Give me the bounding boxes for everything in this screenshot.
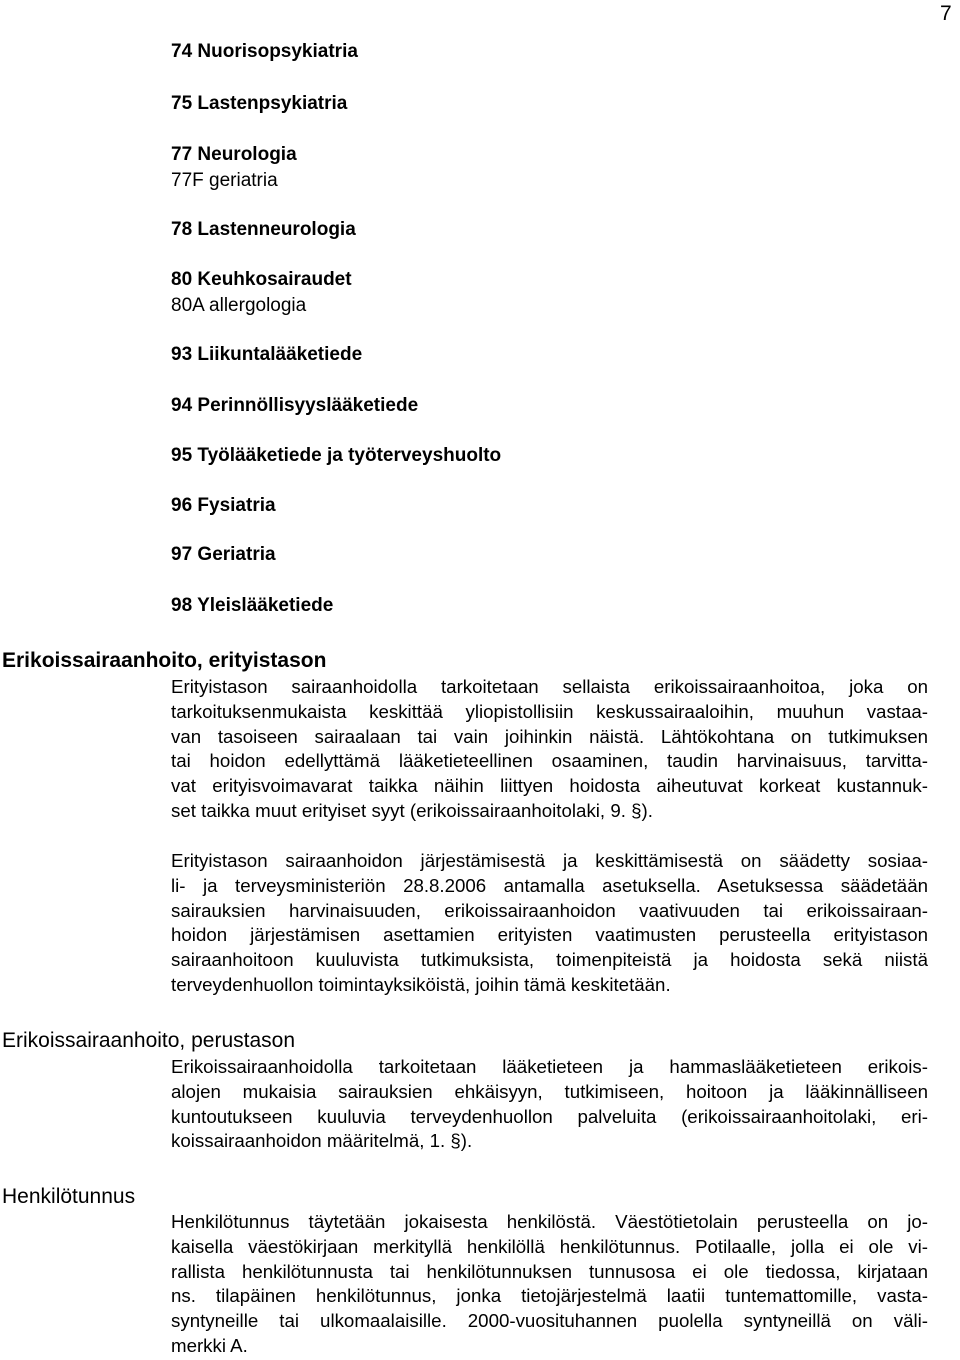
paragraph-line: set taikka muut erityiset syyt (erikoissairaanhoitolaki, 9. §). <box>171 799 653 821</box>
paragraph-line: merkki A. <box>171 1334 248 1356</box>
paragraph-line: kaisella väestökirjaan merkityllä henkilöllä henkilötunnus. Potilaalle, jolla ei ole vi- <box>171 1235 928 1257</box>
specialty-93: 93 Liikuntalääketiede <box>171 344 363 365</box>
specialty-80a: 80A allergologia <box>171 295 307 316</box>
paragraph-line: van tasoiseen sairaalaan tai vain joihinkin näistä. Lähtökohtana on tutkimuksen <box>171 725 928 747</box>
specialty-95: 95 Työlääketiede ja työterveyshuolto <box>171 445 502 466</box>
erityistaso-paragraph-1 <box>171 675 928 824</box>
paragraph-line: tai hoidon edellyttämä lääketieteellinen osaaminen, taudin harvinaisuus, tarvitta- <box>171 750 928 772</box>
paragraph-line: li- ja terveysministeriön 28.8.2006 antamalla asetuksella. Asetuksessa säädetään <box>171 874 928 896</box>
specialty-98: 98 Yleislääketiede <box>171 595 334 616</box>
paragraph-line: kuntoutukseen kuuluvia terveydenhuollon palveluita (erikoissairaanhoitolaki, eri- <box>171 1105 928 1127</box>
specialty-78: 78 Lastenneurologia <box>171 219 356 240</box>
specialty-74: 74 Nuorisopsykiatria <box>171 41 358 62</box>
paragraph-line: ns. tilapäinen henkilötunnus, jonka tietojärjestelmä laatii tuntemattomille, vasta- <box>171 1285 928 1307</box>
erityistaso-paragraph-2 <box>171 849 928 998</box>
paragraph-line: hoidon järjestämisen asettamien erityisten vaatimusten perusteella erityistason <box>171 924 928 946</box>
paragraph-line: sairauksien harvinaisuuden, erikoissairaanhoidon vaativuuden tai erikoissairaan- <box>171 899 928 921</box>
specialty-77: 77 Neurologia <box>171 144 297 165</box>
paragraph-line: Erikoissairaanhoidolla tarkoitetaan lääketieteen ja hammaslääketieteen erikois- <box>171 1056 928 1077</box>
specialty-96: 96 Fysiatria <box>171 495 276 516</box>
specialty-97: 97 Geriatria <box>171 544 276 565</box>
henkilotunnus-paragraph <box>171 1210 928 1359</box>
section-heading-erityistaso: Erikoissairaanhoito, erityistason <box>2 649 327 672</box>
paragraph-line: Erityistason sairaanhoidon järjestämisestä ja keskittämisestä on säädetty sosiaa- <box>171 850 928 871</box>
specialty-80: 80 Keuhkosairaudet <box>171 269 352 290</box>
perustaso-paragraph <box>171 1055 928 1154</box>
paragraph-line: Erityistason sairaanhoidolla tarkoitetaan sellaista erikoissairaanhoitoa, joka on <box>171 676 928 697</box>
paragraph-line: sairaanhoitoon kuuluvista tutkimuksista, toimenpiteistä ja hoidosta sekä niistä <box>171 949 928 971</box>
paragraph-line: alojen mukaisia sairauksien ehkäisyyn, tutkimiseen, hoitoon ja lääkinnälliseen <box>171 1080 928 1102</box>
section-heading-perustaso: Erikoissairaanhoito, perustason <box>2 1029 295 1052</box>
section-heading-henkilotunnus: Henkilötunnus <box>2 1185 136 1208</box>
specialty-77f: 77F geriatria <box>171 170 278 191</box>
specialty-75: 75 Lastenpsykiatria <box>171 93 348 114</box>
paragraph-line: syntyneille tai ulkomaalaisille. 2000-vuosituhannen puolella syntyneillä on väli- <box>171 1310 928 1332</box>
specialty-94: 94 Perinnöllisyyslääketiede <box>171 395 419 416</box>
paragraph-line: koissairaanhoidon määritelmä, 1. §). <box>171 1130 473 1152</box>
paragraph-line: rallista henkilötunnusta tai henkilötunnuksen tunnusosa ei ole tiedossa, kirjataan <box>171 1260 928 1282</box>
paragraph-line: terveydenhuollon toimintayksiköistä, joihin tämä keskitetään. <box>171 973 671 995</box>
paragraph-line: tarkoituksenmukaista keskittää yliopistollisiin keskussairaaloihin, muuhun vastaa- <box>171 700 928 722</box>
paragraph-line: vat erityisvoimavarat taikka näihin liittyen hoidosta aiheutuvat korkeat kustannuk- <box>171 775 928 797</box>
page-number: 7 <box>940 2 952 25</box>
paragraph-line: Henkilötunnus täytetään jokaisesta henkilöstä. Väestötietolain perusteella on jo- <box>171 1211 928 1232</box>
